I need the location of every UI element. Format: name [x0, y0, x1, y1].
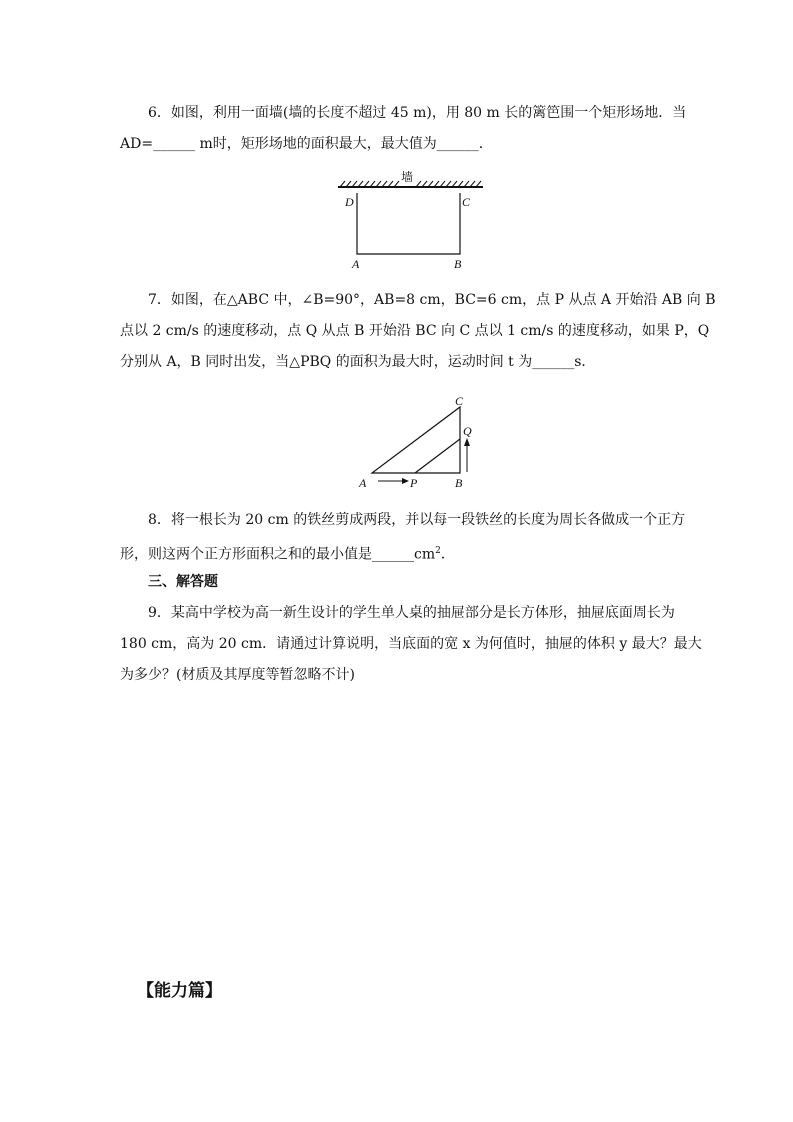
q7-arrow-p-head [402, 478, 409, 484]
q7-label-P: P [410, 476, 418, 490]
q8-line2-superscript: 2 [435, 546, 441, 556]
q8-line2-main: 形，则这两个正方形面积之和的最小值是______cm [120, 546, 436, 563]
section-title-solutions: 三、解答题 [148, 574, 218, 590]
q6-label-B: B [454, 257, 462, 271]
q7-label-A: A [359, 476, 367, 490]
q8-text-line1: 8．将一根长为 20 cm 的铁丝剪成两段，并以每一段铁丝的长度为周长各做成一个正方 [148, 512, 686, 528]
q9-text-line2: 180 cm，高为 20 cm．请通过计算说明，当底面的宽 x 为何值时，抽屉的体积 y 最大？最大 [120, 636, 702, 652]
q9-text-line3: 为多少？(材质及其厚度等暂忽略不计) [120, 667, 355, 683]
q6-label-D: D [345, 195, 354, 209]
q6-text-line2: AD=______ m时，矩形场地的面积最大，最大值为______． [120, 136, 493, 152]
q8-line2-end: ． [440, 546, 455, 563]
q6-wall-label: 墙 [401, 170, 414, 184]
q7-text-line3: 分别从 A，B 同时出发，当△PBQ 的面积为最大时，运动时间 t 为______s． [120, 354, 596, 370]
q7-segment-pq [415, 439, 460, 473]
q7-arrow-q-head [464, 438, 470, 446]
q7-text-line2: 点以 2 cm/s 的速度移动，点 Q 从点 B 开始沿 BC 向 C 点以 1 cm/s 的速度移动，如果 P，Q [120, 323, 710, 339]
q6-label-C: C [462, 195, 471, 209]
q6-text-line1: 6．如图，利用一面墙(墙的长度不超过 45 m)，用 80 m 长的篱笆围一个矩形场地．当 [148, 105, 687, 121]
q8-text-line2 [120, 542, 455, 564]
q7-label-Q: Q [463, 424, 472, 438]
q7-label-C: C [455, 394, 464, 408]
q7-label-B: B [455, 476, 463, 490]
q9-text-line1: 9．某高中学校为高一新生设计的学生单人桌的抽屉部分是长方体形，抽屉底面周长为 [148, 605, 675, 621]
q6-label-A: A [352, 257, 360, 271]
q7-triangle-abc [372, 407, 460, 473]
section-title-ability: 【能力篇】 [137, 981, 222, 1001]
q7-text-line1: 7．如图，在△ABC 中，∠B=90°，AB=8 cm，BC=6 cm，点 P 从点 A 开始沿 AB 向 B [148, 292, 716, 308]
